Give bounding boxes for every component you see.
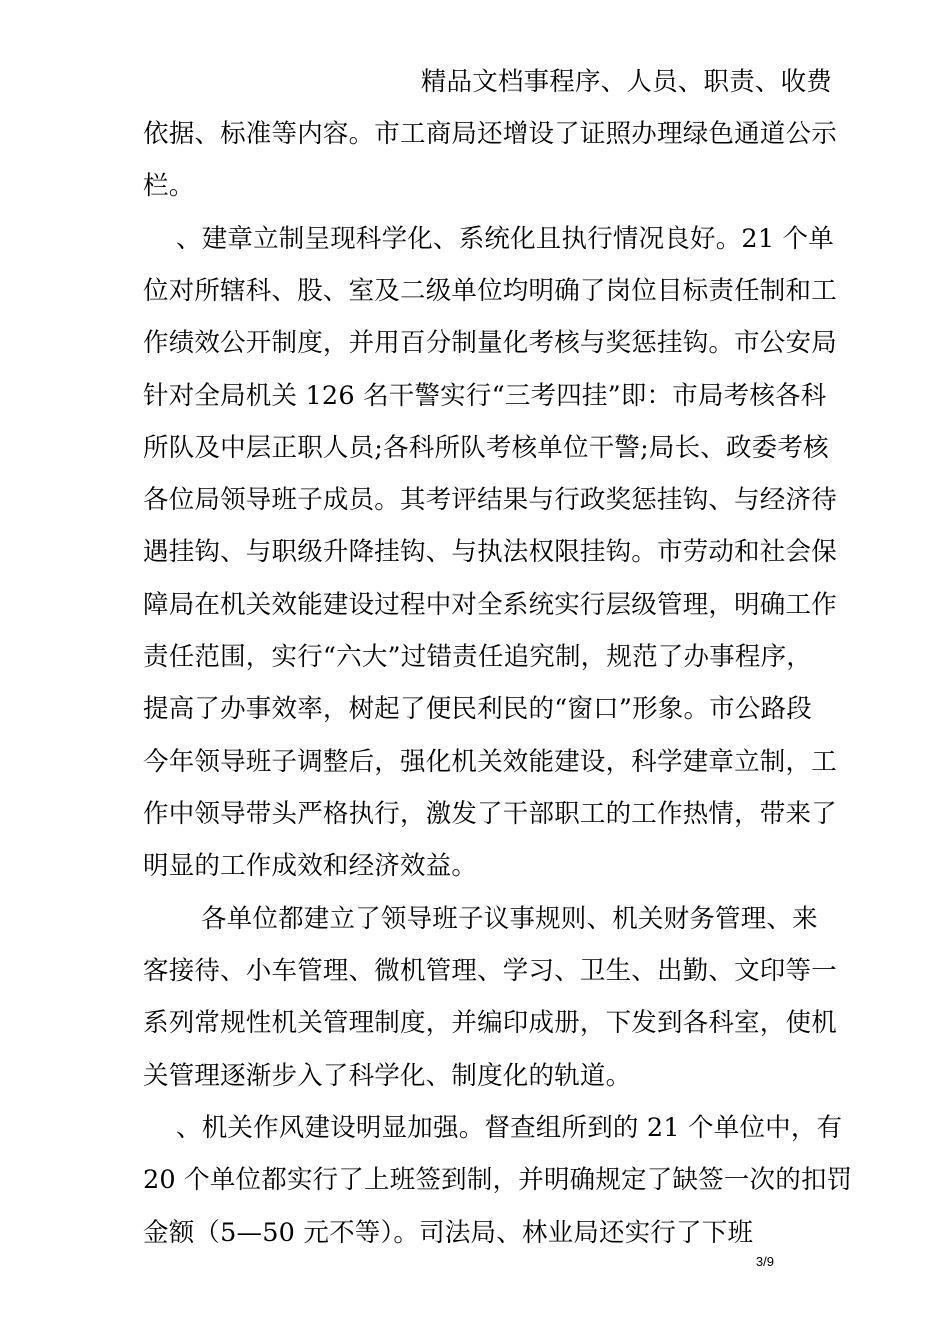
text-line-10: 遇挂钩、与职级升降挂钩、与执法权限挂钩。市劳动和社会保 [143,537,837,567]
text-line-1: 精品文档事程序、人员、职责、收费 [420,67,832,97]
text-line-11: 障局在机关效能建设过程中对全系统实行层级管理，明确工作 [143,590,837,620]
text-line-5: 位对所辖科、股、室及二级单位均明确了岗位目标责任制和工 [143,276,837,306]
text-line-12: 责任范围，实行“六大”过错责任追究制，规范了办事程序， [143,642,812,672]
text-line-22: 20 个单位都实行了上班签到制，并明确规定了缺签一次的扣罚 [143,1165,853,1195]
text-line-23: 金额（5—50 元不等）。司法局、林业局还实行了下班 [143,1218,754,1248]
text-line-13: 提高了办事效率，树起了便民利民的“窗口”形象。市公路段 [143,694,812,724]
text-line-4: 、建章立制呈现科学化、系统化且执行情况良好。21 个单 [176,224,834,254]
text-line-20: 关管理逐渐步入了科学化、制度化的轨道。 [143,1061,632,1091]
text-line-16: 明显的工作成效和经济效益。 [143,851,478,881]
text-line-3: 栏。 [143,171,195,201]
text-line-17: 各单位都建立了领导班子议事规则、机关财务管理、来 [201,904,818,934]
text-line-6: 作绩效公开制度，并用百分制量化考核与奖惩挂钩。市公安局 [143,328,837,358]
text-line-7: 针对全局机关 126 名干警实行“三考四挂”即：市局考核各科 [143,381,827,411]
text-line-21: 、机关作风建设明显加强。督查组所到的 21 个单位中，有 [176,1113,843,1143]
text-line-8: 所队及中层正职人员;各科所队考核单位干警;局长、政委考核 [143,433,829,463]
text-line-15: 作中领导带头严格执行，激发了干部职工的工作热情，带来了 [143,799,837,829]
text-line-14: 今年领导班子调整后，强化机关效能建设，科学建章立制，工 [143,747,837,777]
text-line-19: 系列常规性机关管理制度，并编印成册，下发到各科室，使机 [143,1008,837,1038]
text-line-18: 客接待、小车管理、微机管理、学习、卫生、出勤、文印等一 [143,956,837,986]
text-line-9: 各位局领导班子成员。其考评结果与行政奖惩挂钩、与经济待 [143,485,837,515]
text-line-2: 依据、标准等内容。市工商局还增设了证照办理绿色通道公示 [143,119,837,149]
page-number: 3/9 [755,1254,774,1269]
